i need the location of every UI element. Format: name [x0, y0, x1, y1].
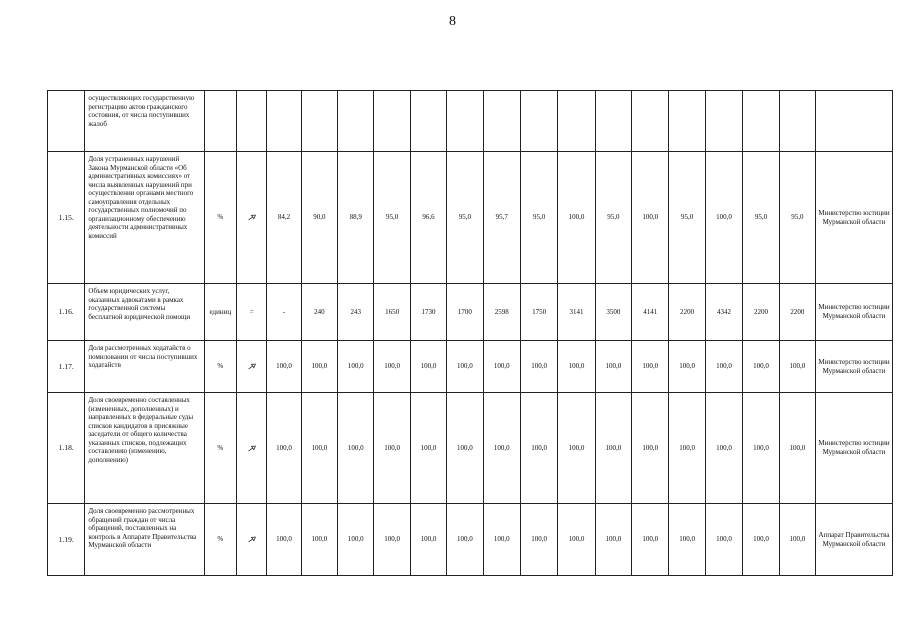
value-cell: 4141: [632, 284, 669, 341]
value-cell: 95,0: [374, 152, 410, 284]
value-cell: [447, 91, 483, 152]
indicator-name: Доля устраненных нарушений Закона Мурманской области «Об административных комиссиях» от числа выявленных нарушений при осуществлении органами местного самоуправления отдельных государственных полномочий по организационному обеспечению деятельности административных комиссий: [85, 152, 204, 284]
value-cell: 95,0: [779, 152, 815, 284]
arrow-up-right-icon: [247, 445, 257, 452]
value-cell: 100,0: [558, 504, 595, 576]
executor-cell: Министерство юстиции Мурманской области: [816, 284, 893, 341]
value-cell: 100,0: [410, 341, 446, 393]
value-cell: [632, 91, 669, 152]
row-number: 1.19.: [48, 504, 85, 576]
value-cell: 2200: [669, 284, 705, 341]
value-cell: 100,0: [632, 152, 669, 284]
value-cell: [705, 91, 742, 152]
value-cell: 100,0: [520, 393, 557, 504]
value-cell: 100,0: [558, 152, 595, 284]
value-cell: 1700: [447, 284, 483, 341]
value-cell: 1750: [520, 284, 557, 341]
value-cell: 100,0: [669, 341, 705, 393]
trend-cell: [237, 504, 267, 576]
row-number: 1.18.: [48, 393, 85, 504]
value-cell: 100,0: [705, 341, 742, 393]
value-cell: 88,9: [338, 152, 374, 284]
value-cell: 100,0: [779, 341, 815, 393]
value-cell: 100,0: [558, 341, 595, 393]
value-cell: 2598: [483, 284, 520, 341]
value-cell: [338, 91, 374, 152]
indicator-name: осуществляющих государственную регистрацию актов гражданского состояния, от числа поступивших жалоб: [85, 91, 204, 152]
value-cell: 100,0: [595, 504, 631, 576]
value-cell: 100,0: [669, 393, 705, 504]
value-cell: 100,0: [410, 504, 446, 576]
unit-cell: %: [204, 504, 236, 576]
value-cell: 100,0: [520, 504, 557, 576]
executor-cell: [816, 91, 893, 152]
row-number: 1.16.: [48, 284, 85, 341]
indicator-name: Объем юридических услуг, оказанных адвокатами в рамках государственной системы бесплатной юридической помощи: [85, 284, 204, 341]
value-cell: 90,0: [301, 152, 337, 284]
indicator-name: Доля своевременно составленных (измененных, дополненных) и направленных в федеральные суды списков кандидатов в присяжные заседатели от общего количества указанных списков, подлежащих составлению (изменению, дополнению): [85, 393, 204, 504]
indicator-name: Доля своевременно рассмотренных обращений граждан от числа обращений, поставленных на контроль в Аппарате Правительства Мурманской области: [85, 504, 204, 576]
arrow-up-right-icon: [247, 536, 257, 543]
value-cell: 100,0: [483, 504, 520, 576]
value-cell: 100,0: [595, 341, 631, 393]
value-cell: [520, 91, 557, 152]
value-cell: 95,0: [595, 152, 631, 284]
value-cell: 100,0: [743, 341, 779, 393]
value-cell: 100,0: [301, 341, 337, 393]
value-cell: 100,0: [301, 504, 337, 576]
unit-cell: [204, 91, 236, 152]
value-cell: 100,0: [267, 393, 301, 504]
value-cell: 100,0: [483, 341, 520, 393]
value-cell: 1650: [374, 284, 410, 341]
value-cell: 95,0: [743, 152, 779, 284]
table-row: [48, 152, 893, 284]
value-cell: 100,0: [447, 341, 483, 393]
value-cell: 240: [301, 284, 337, 341]
unit-cell: %: [204, 393, 236, 504]
unit-cell: единиц: [204, 284, 236, 341]
value-cell: 100,0: [374, 341, 410, 393]
value-cell: 100,0: [705, 152, 742, 284]
value-cell: 100,0: [267, 341, 301, 393]
value-cell: 96,6: [410, 152, 446, 284]
value-cell: 100,0: [483, 393, 520, 504]
value-cell: 100,0: [779, 504, 815, 576]
value-cell: 100,0: [743, 504, 779, 576]
value-cell: 95,0: [520, 152, 557, 284]
value-cell: -: [267, 284, 301, 341]
value-cell: 100,0: [669, 504, 705, 576]
value-cell: 100,0: [632, 504, 669, 576]
value-cell: [483, 91, 520, 152]
value-cell: 100,0: [338, 393, 374, 504]
value-cell: 100,0: [705, 504, 742, 576]
value-cell: [558, 91, 595, 152]
value-cell: 100,0: [705, 393, 742, 504]
value-cell: 100,0: [595, 393, 631, 504]
value-cell: 4342: [705, 284, 742, 341]
value-cell: 100,0: [632, 341, 669, 393]
value-cell: 95,0: [669, 152, 705, 284]
value-cell: [743, 91, 779, 152]
executor-cell: Аппарат Правительства Мурманской области: [816, 504, 893, 576]
value-cell: [669, 91, 705, 152]
value-cell: 95,7: [483, 152, 520, 284]
value-cell: [374, 91, 410, 152]
trend-cell: [237, 91, 267, 152]
executor-cell: Министерство юстиции Мурманской области: [816, 152, 893, 284]
row-number: 1.17.: [48, 341, 85, 393]
indicator-name: Доля рассмотренных ходатайств о помиловании от числа поступивших ходатайств: [85, 341, 204, 393]
table-row: [48, 504, 893, 576]
executor-cell: Министерство юстиции Мурманской области: [816, 393, 893, 504]
trend-cell: =: [237, 284, 267, 341]
value-cell: 100,0: [779, 393, 815, 504]
trend-cell: [237, 341, 267, 393]
value-cell: [779, 91, 815, 152]
trend-cell: [237, 152, 267, 284]
table-row: [48, 393, 893, 504]
executor-cell: Министерство юстиции Мурманской области: [816, 341, 893, 393]
value-cell: 100,0: [374, 393, 410, 504]
value-cell: 100,0: [301, 393, 337, 504]
row-number: 1.15.: [48, 152, 85, 284]
value-cell: 84,2: [267, 152, 301, 284]
value-cell: 100,0: [374, 504, 410, 576]
value-cell: 100,0: [632, 393, 669, 504]
value-cell: 1730: [410, 284, 446, 341]
value-cell: 95,0: [447, 152, 483, 284]
unit-cell: %: [204, 152, 236, 284]
value-cell: 100,0: [267, 504, 301, 576]
value-cell: 100,0: [447, 504, 483, 576]
value-cell: 100,0: [338, 504, 374, 576]
value-cell: 100,0: [743, 393, 779, 504]
table-body: [48, 91, 893, 576]
value-cell: 100,0: [520, 341, 557, 393]
value-cell: 243: [338, 284, 374, 341]
value-cell: [301, 91, 337, 152]
unit-cell: %: [204, 341, 236, 393]
value-cell: 100,0: [447, 393, 483, 504]
table-row: [48, 284, 893, 341]
value-cell: 100,0: [338, 341, 374, 393]
trend-cell: [237, 393, 267, 504]
value-cell: [595, 91, 631, 152]
value-cell: 100,0: [410, 393, 446, 504]
indicators-table: [47, 90, 893, 576]
value-cell: [410, 91, 446, 152]
value-cell: 100,0: [558, 393, 595, 504]
value-cell: 3141: [558, 284, 595, 341]
row-number: [48, 91, 85, 152]
value-cell: 3500: [595, 284, 631, 341]
value-cell: 2200: [743, 284, 779, 341]
page-number: 8: [449, 14, 456, 29]
value-cell: 2200: [779, 284, 815, 341]
arrow-up-right-icon: [247, 214, 257, 221]
value-cell: [267, 91, 301, 152]
table-row: [48, 91, 893, 152]
table-row: [48, 341, 893, 393]
arrow-up-right-icon: [247, 363, 257, 370]
